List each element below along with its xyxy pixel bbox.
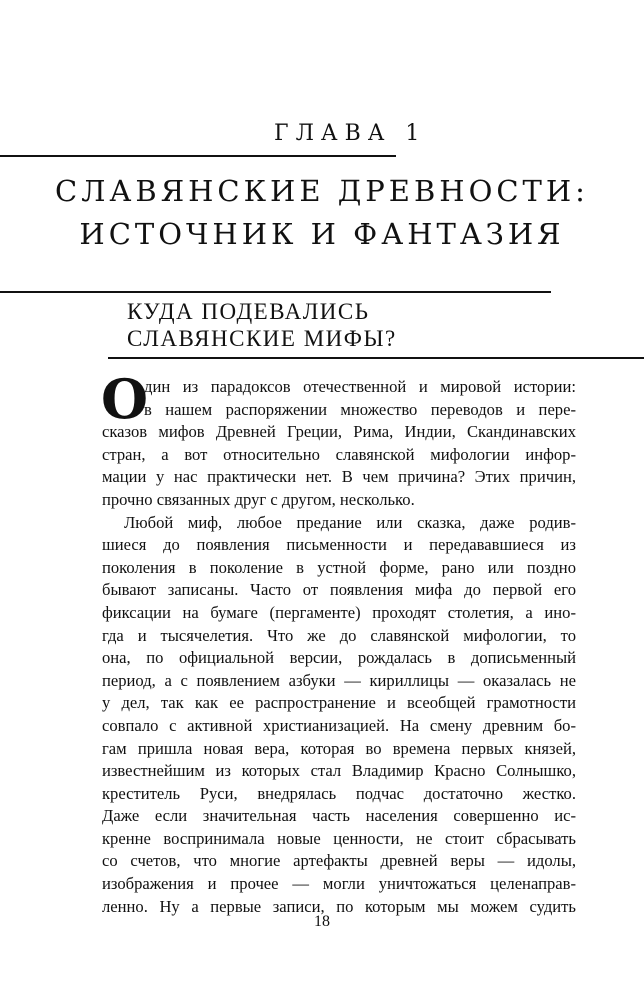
body-line: период, а с появлением азбуки — кириллицы — оказалась не [102, 670, 576, 690]
body-line: известнейшим из которых стал Владимир Красно Солнышко, [102, 761, 576, 781]
chapter-title-line-1: СЛАВЯНСКИЕ ДРЕВНОСТИ: [55, 174, 589, 208]
body-line: бывают записаны. Часто от появления мифа до первой его [102, 580, 576, 600]
body-line: кренне воспринимала новые ценности, не стоит сбрасывать [102, 828, 576, 848]
body-line: ленно. Ну а первые записи, по которым мы можем судить [102, 896, 576, 916]
body-line: поколения в поколение в устной форме, рано или поздно [102, 557, 576, 577]
chapter-title [0, 170, 644, 256]
body-line: у дел, так как ее распространение и всеобщей грамотности [102, 693, 576, 713]
body-line: сказов мифов Древней Греции, Рима, Индии, Скандинавских [102, 422, 576, 442]
body-line: мации у нас практически нет. В чем причина? Этих причин, [102, 467, 576, 487]
body-line: гам пришла новая вера, которая во времена первых князей, [102, 738, 576, 758]
body-line: изображения и прочее — могли уничтожаться целенаправ- [102, 874, 576, 894]
body-line: со счетов, что многие артефакты древней веры — идолы, [102, 851, 576, 871]
body-line: прочно связанных друг с другом, несколько. [102, 489, 415, 509]
body-line: гда и тысячелетия. Что же до славянской мифологии, то [102, 625, 576, 645]
chapter-top-rule [0, 155, 396, 157]
body-line: креститель Руси, внедрялась подчас достаточно жестко. [102, 783, 576, 803]
page-number: 18 [314, 913, 330, 930]
drop-cap: О [101, 367, 149, 431]
body-line: Любой миф, любое предание или сказка, даже родив- [124, 512, 576, 532]
section-rule [108, 357, 644, 359]
chapter-label: ГЛАВА 1 [274, 121, 427, 146]
body-line: Даже если значительная часть населения совершенно ис- [102, 806, 576, 826]
body-line: совпало с активной христианизацией. На смену древним бо- [102, 715, 576, 735]
body-line: стран, а вот относительно славянской мифологии инфор- [102, 444, 576, 464]
section-title [127, 298, 397, 352]
body-line: она, по официальной версии, рождалась в дописьменный [102, 648, 576, 668]
chapter-bottom-rule [0, 291, 551, 293]
body-line: шиеся до появления письменности и передававшиеся из [102, 535, 576, 555]
body-line: дин из парадоксов отечественной и мировой истории: [144, 377, 576, 396]
section-title-line-2: СЛАВЯНСКИЕ МИФЫ? [127, 326, 397, 351]
body-line: фиксации на бумаге (пергаменте) проходят столетия, а ино- [102, 602, 576, 622]
body-text [102, 376, 576, 918]
chapter-title-line-2: ИСТОЧНИК И ФАНТАЗИЯ [79, 217, 565, 251]
body-line: в нашем распоряжении множество переводов и пере- [144, 399, 576, 419]
section-title-line-1: КУДА ПОДЕВАЛИСЬ [127, 299, 370, 324]
